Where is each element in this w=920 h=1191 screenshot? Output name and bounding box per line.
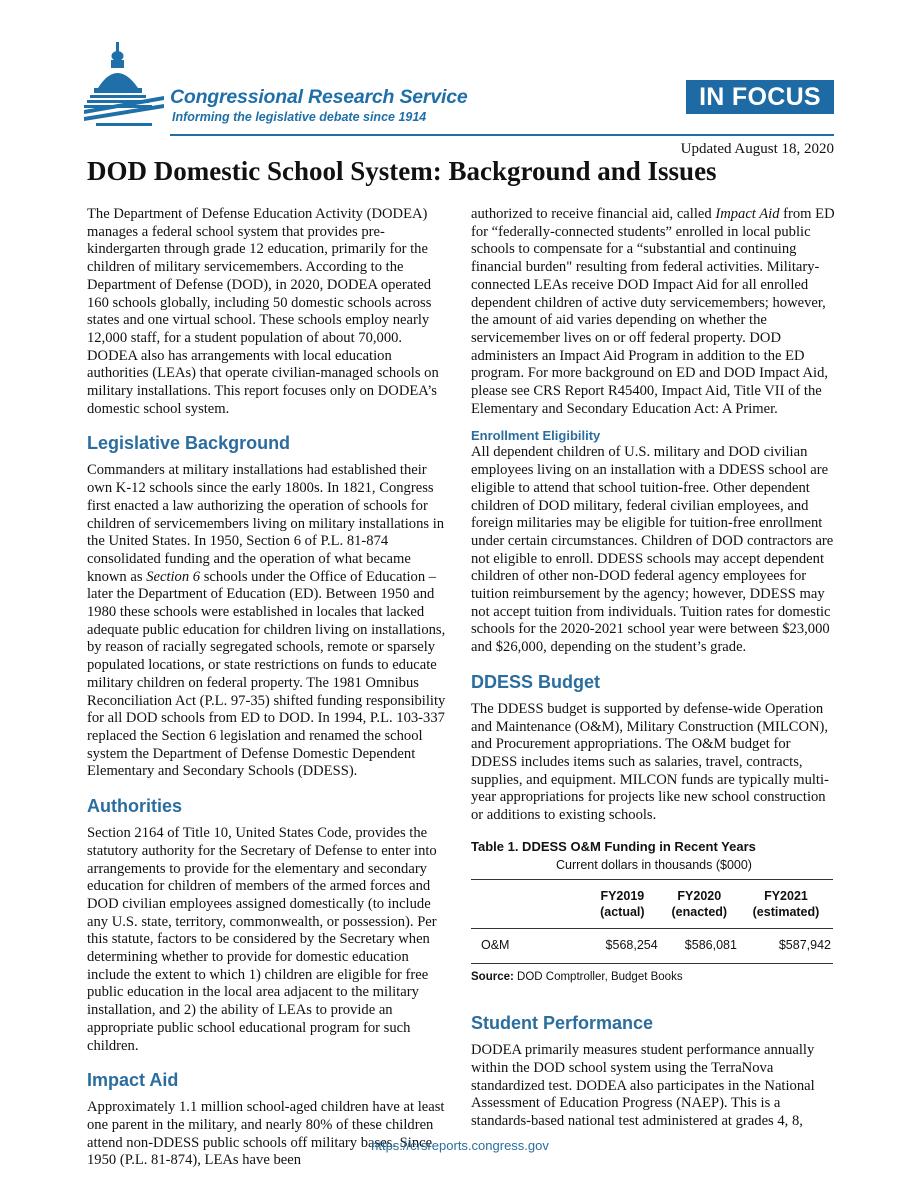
page-title: DOD Domestic School System: Background and Issues: [87, 156, 717, 186]
impact-aid-paragraph: Approximately 1.1 million school-aged children have at least one parent in the military, and nearly 80% of these children attend non-DDESS public schools off military bases. Since 1950 (P.L. 81-874), LEAs have been: [87, 1099, 445, 1169]
table-subtitle: Current dollars in thousands ($000): [556, 857, 752, 872]
report-header: [0, 0, 920, 157]
table-row: [471, 928, 833, 963]
legislative-paragraph: Commanders at military installations had established their own K-12 schools since the early 1800s. In 1821, Congress first enacted a law authorizing the operation of schools for children of servicemembers living on military installations in the United States. In 1950, Section 6 of P.L. 81-874 consolidated funding and the operation of what became known as Section 6 schools under the Office of Education – later the Department of Education (ED). Between 1950 and 1980 these schools were established in locales that lacked adequate public education for children living on installations, by reason of racially segregated schools, remote or sparsely populated locations, or state restrictions on funds to educate military children on federal property. The 1981 Omnibus Reconciliation Act (P.L. 97-35) shifted funding responsibility for all DOD schools from ED to DOD. In 1994, P.L. 103-337 replaced the Section 6 legislation and renamed the school system the Department of Defense Domestic Dependent Elementary and Secondary Schools (DDESS).: [87, 462, 446, 780]
header-blank: [471, 879, 585, 928]
right-column: [471, 206, 837, 1137]
cell-fy2021: $587,942: [778, 937, 831, 952]
header-fy2021: FY2021 (estimated): [752, 888, 820, 919]
cell-fy2020: $586,081: [684, 937, 737, 952]
funding-table: [471, 879, 833, 964]
capitol-dome-icon: [84, 40, 168, 130]
header-rule: [170, 134, 834, 136]
authorities-paragraph: Section 2164 of Title 10, United States Code, provides the statutory authority for the Secretary of Defense to enter into arrangements to provide for the elementary and secondary education for children of members of the armed forces and DOD civilian employees assigned domestically (to include any U.S. state, territory, commonwealth, or possession). Per this statute, factors to be considered by the Secretary when determining whether to provide for domestic education include the extent to which 1) children are eligible for free public education in the local area adjacent to the military installation, and 2) the ability of LEAs to provide an appropriate public school educational program for such children.: [87, 825, 437, 1054]
left-column: [87, 206, 453, 1176]
header-fy2020: FY2020 (enacted): [671, 888, 728, 919]
heading-legislative-background: Legislative Background: [87, 433, 291, 454]
cell-fy2019: $568,254: [605, 937, 658, 952]
impact-aid-continued: authorized to receive financial aid, called Impact Aid from ED for “federally-connected students” enrolled in local public schools to compensate for a “substantial and continuing financial burden" resulting from federal activities. Military-connected LEAs receive DOD Impact Aid for all enrolled dependent children of active duty servicemembers; however, the amount of aid varies depending on whether the servicemember lives on or off federal property. DOD administers an Impact Aid Program in addition to the ED program. For more background on ED and DOD Impact Aid, please see CRS Report R45400, Impact Aid, Title VII of the Elementary and Secondary Education Act: A Primer.: [471, 206, 835, 417]
updated-date: Updated August 18, 2020: [680, 141, 834, 157]
performance-paragraph: DODEA primarily measures student performance annually within the DOD school system using the TerraNova standardized test. DODEA also participates in the National Assessment of Education Progress (NAEP). This is a standards-based national test administered at grades 4, 8,: [471, 1042, 815, 1130]
budget-paragraph: The DDESS budget is supported by defense-wide Operation and Maintenance (O&M), Military Construction (MILCON), and Procurement appropriations. The O&M budget for DDESS includes items such as salaries, travel, contracts, supplies, and equipment. MILCON funds are typically multi-year appropriations for projects like new school construction or additions to existing schools.: [471, 700, 829, 824]
heading-enrollment-eligibility: Enrollment Eligibility: [471, 428, 601, 444]
header-fy2019: FY2019 (actual): [600, 888, 645, 919]
heading-impact-aid: Impact Aid: [87, 1070, 179, 1091]
heading-authorities: Authorities: [87, 796, 183, 817]
table-source: Source: DOD Comptroller, Budget Books: [471, 970, 683, 983]
footer-link[interactable]: https://crsreports.congress.gov: [371, 1138, 549, 1153]
heading-student-performance: Student Performance: [471, 1013, 654, 1034]
intro-paragraph: The Department of Defense Education Activity (DODEA) manages a federal school system that provides pre-kindergarten through grade 12 education, primarily for the children of military servicemembers. According to the Department of Defense (DOD), in 2020, DODEA operated 160 schools globally, including 50 domestic schools across states and one virtual school. These schools employ nearly 12,000 staff, for a student population of about 70,000. DODEA also has arrangements with local education authorities (LEAs) that operate civilian-managed schools on military installations. This report focuses only on DODEA’s domestic school system.: [87, 206, 439, 417]
org-name: Congressional Research Service: [170, 86, 468, 108]
heading-ddess-budget: DDESS Budget: [471, 671, 601, 692]
row-label: O&M: [481, 937, 510, 952]
table-title: Table 1. DDESS O&M Funding in Recent Years: [471, 838, 756, 854]
in-focus-badge: IN FOCUS: [686, 80, 834, 114]
table-header-row: [471, 879, 833, 928]
enrollment-paragraph: All dependent children of U.S. military and DOD civilian employees living on an installation with a DDESS school are eligible to attend that school tuition-free. Other dependent children of DOD military, federal civilian employees, and foreign militaries may be eligible for tuition-free enrollment under certain circumstances. Children of DOD contractors are not eligible to enroll. DDESS schools may accept dependent children of other non-DOD federal agency employees for tuition reimbursement by the agency; however, DDESS may not accept tuition from individuals. Tuition rates for domestic schools for the 2020-2021 school year were between $23,000 and $26,000, depending on the student’s grade.: [471, 444, 834, 656]
org-tagline: Informing the legislative debate since 1914: [172, 110, 427, 124]
